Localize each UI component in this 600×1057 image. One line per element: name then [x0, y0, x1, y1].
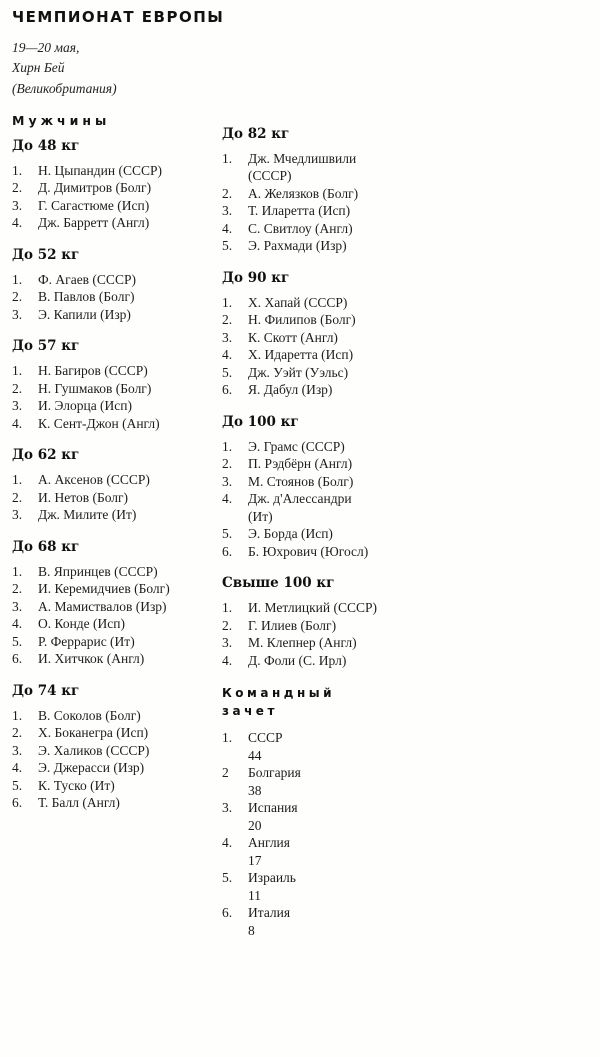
section-heading-line: До 62 кг — [12, 447, 80, 464]
item-number: 3. — [222, 635, 233, 651]
item-text — [38, 794, 222, 812]
section-heading — [222, 684, 457, 720]
section-heading — [222, 414, 457, 430]
section-heading — [222, 270, 457, 286]
item-text-line: В. Япринцев (СССР) — [38, 563, 158, 579]
item-text — [38, 707, 222, 725]
left-column — [12, 113, 222, 940]
result-item — [222, 381, 457, 399]
left-column-sections — [12, 138, 222, 812]
section-do-48-kg — [12, 138, 222, 232]
event-location-line: Хирн Бей — [12, 60, 65, 76]
section-do-100-kg — [222, 414, 457, 561]
result-item — [12, 362, 222, 380]
section-do-68-kg — [12, 539, 222, 668]
item-number: 1. — [12, 472, 23, 488]
item-text — [38, 615, 222, 633]
result-item — [12, 162, 222, 180]
section-heading-line: До 48 кг — [12, 137, 80, 154]
item-text — [248, 329, 457, 347]
item-text — [38, 415, 222, 433]
item-text — [248, 490, 457, 525]
item-number: 2. — [12, 180, 23, 196]
item-number: 1. — [12, 707, 23, 723]
item-text — [38, 759, 222, 777]
result-item — [222, 455, 457, 473]
item-text-line: Ф. Агаев (СССР) — [38, 271, 136, 287]
result-item — [222, 220, 457, 238]
item-text-line: О. Конде (Исп) — [38, 616, 125, 632]
section-heading — [222, 126, 457, 142]
item-number: 2. — [222, 617, 233, 633]
result-item — [12, 580, 222, 598]
item-number: 6. — [222, 905, 233, 921]
item-number: 2. — [12, 489, 23, 505]
section-heading — [222, 575, 457, 591]
item-text-line: И. Керемидчиев (Болг) — [38, 581, 170, 597]
item-number: 6. — [12, 651, 23, 667]
item-text — [248, 799, 457, 834]
result-item — [12, 650, 222, 668]
item-text — [248, 364, 457, 382]
item-text-line: К. Скотт (Англ) — [248, 329, 338, 345]
item-number: 4. — [222, 220, 233, 236]
item-text — [248, 869, 457, 904]
item-number: 1. — [12, 162, 23, 178]
item-number: 4. — [12, 215, 23, 231]
item-text-line: Д. Фоли (С. Ирл) — [248, 652, 347, 668]
item-number: 3. — [12, 306, 23, 322]
section-heading-line: До 57 кг — [12, 338, 80, 355]
result-item — [12, 471, 222, 489]
item-text-line: В. Павлов (Болг) — [38, 289, 135, 305]
section-team-standings — [222, 684, 457, 939]
item-text-line: Х. Идаретта (Исп) — [248, 347, 354, 363]
section-do-57-kg — [12, 338, 222, 432]
item-text — [38, 397, 222, 415]
item-text — [248, 294, 457, 312]
section-heading-line: До 68 кг — [12, 538, 80, 555]
item-number: 4. — [222, 347, 233, 363]
item-text-line: А. Мамиствалов (Изр) — [38, 598, 167, 614]
section-do-52-kg — [12, 247, 222, 324]
item-number: 4. — [12, 415, 23, 431]
section-svyshe-100-kg — [222, 575, 457, 669]
result-item — [222, 729, 457, 764]
item-number: 2. — [222, 185, 233, 201]
item-text — [248, 764, 457, 799]
item-number: 3. — [12, 197, 23, 213]
item-text — [38, 724, 222, 742]
item-number: 1. — [12, 563, 23, 579]
result-item — [222, 202, 457, 220]
item-text — [38, 742, 222, 760]
result-item — [222, 364, 457, 382]
item-number: 3. — [222, 203, 233, 219]
item-text-line: 11 — [248, 887, 261, 903]
item-text-line: Дж. Мчедлишвили — [248, 150, 357, 166]
result-item — [222, 237, 457, 255]
result-item — [12, 724, 222, 742]
event-date-line: 19—20 мая, — [12, 40, 80, 55]
result-item — [12, 214, 222, 232]
item-number: 1. — [222, 294, 233, 310]
result-item — [12, 288, 222, 306]
item-text-line: Э. Халиков (СССР) — [38, 742, 150, 758]
item-number: 3. — [12, 598, 23, 614]
section-heading — [12, 683, 222, 699]
result-item — [12, 489, 222, 507]
item-text — [248, 617, 457, 635]
item-text — [38, 650, 222, 668]
result-item — [222, 869, 457, 904]
item-text-line: СССР — [248, 730, 283, 746]
result-item — [222, 834, 457, 869]
item-text — [248, 599, 457, 617]
item-text — [248, 438, 457, 456]
item-number: 1. — [222, 150, 233, 166]
item-text-line: Дж. Уэйт (Уэльс) — [248, 364, 349, 380]
item-text-line: И. Нетов (Болг) — [38, 489, 129, 505]
item-text-line: И. Метлицкий (СССР) — [248, 600, 377, 616]
item-text — [38, 162, 222, 180]
result-item — [12, 415, 222, 433]
item-number: 3. — [222, 329, 233, 345]
item-text-line: Дж. д'Алессандри — [248, 491, 352, 507]
result-item — [12, 794, 222, 812]
item-text-line: К. Сент-Джон (Англ) — [38, 415, 160, 431]
item-text-line: Н. Багиров (СССР) — [38, 363, 148, 379]
item-text — [248, 834, 457, 869]
item-text — [248, 455, 457, 473]
item-number: 1. — [222, 438, 233, 454]
item-number: 5. — [222, 238, 233, 254]
item-number: 6. — [222, 382, 233, 398]
result-item — [222, 525, 457, 543]
item-text-line: С. Свитлоу (Англ) — [248, 220, 353, 236]
item-number: 2 — [222, 765, 229, 781]
item-text-line: Италия — [248, 905, 291, 921]
item-text — [38, 598, 222, 616]
item-number: 3. — [222, 473, 233, 489]
item-number: 3. — [12, 742, 23, 758]
item-text — [38, 489, 222, 507]
section-do-62-kg — [12, 447, 222, 524]
section-heading-line: зачет — [222, 704, 278, 719]
result-item — [12, 397, 222, 415]
page-title: ЧЕМПИОНАТ ЕВРОПЫ — [12, 8, 225, 26]
item-text — [38, 777, 222, 795]
item-text-line: А. Аксенов (СССР) — [38, 472, 150, 488]
item-text — [38, 633, 222, 651]
item-text-line: А. Желязков (Болг) — [248, 185, 359, 201]
section-heading — [12, 338, 222, 354]
section-heading-line: Свыше 100 кг — [222, 575, 335, 592]
item-text-line: М. Клепнер (Англ) — [248, 635, 357, 651]
item-text-line: Р. Феррарис (Ит) — [38, 633, 135, 649]
right-column-sections — [222, 126, 457, 940]
result-item — [222, 617, 457, 635]
section-heading-line: До 74 кг — [12, 682, 80, 699]
item-number: 5. — [12, 777, 23, 793]
item-text-line: К. Туско (Ит) — [38, 777, 115, 793]
item-number: 4. — [12, 760, 23, 776]
gender-header: Мужчины — [12, 112, 111, 128]
result-item — [12, 380, 222, 398]
item-number: 1. — [12, 363, 23, 379]
section-heading-line: До 52 кг — [12, 246, 80, 263]
item-text — [38, 214, 222, 232]
item-text-line: Э. Джерасси (Изр) — [38, 760, 145, 776]
item-text — [38, 506, 222, 524]
item-number: 2. — [222, 312, 233, 328]
item-number: 6. — [12, 795, 23, 811]
result-item — [12, 563, 222, 581]
section-heading-line: Командный — [222, 686, 335, 701]
result-item — [12, 598, 222, 616]
result-item — [12, 506, 222, 524]
item-text-line: В. Соколов (Болг) — [38, 707, 141, 723]
item-text-line: Дж. Милите (Ит) — [38, 507, 137, 523]
item-number: 1. — [222, 600, 233, 616]
result-item — [12, 633, 222, 651]
item-text-line: 20 — [248, 817, 262, 833]
section-do-74-kg — [12, 683, 222, 812]
item-text-line: Б. Юхрович (Югосл) — [248, 543, 369, 559]
item-text-line: 17 — [248, 852, 262, 868]
item-text-line: Я. Дабул (Изр) — [248, 382, 333, 398]
item-text-line: Т. Балл (Англ) — [38, 795, 120, 811]
result-item — [12, 271, 222, 289]
result-item — [222, 764, 457, 799]
result-item — [222, 634, 457, 652]
item-text-line: Э. Борда (Исп) — [248, 526, 333, 542]
item-number: 2. — [12, 725, 23, 741]
event-country-line: (Великобритания) — [12, 80, 117, 96]
result-item — [222, 473, 457, 491]
item-text-line: Х. Хапай (СССР) — [248, 294, 348, 310]
item-number: 2. — [12, 380, 23, 396]
item-number: 6. — [222, 543, 233, 559]
result-item — [12, 777, 222, 795]
section-heading — [12, 539, 222, 555]
item-text — [38, 563, 222, 581]
item-text — [248, 543, 457, 561]
item-text-line: Н. Филипов (Болг) — [248, 312, 356, 328]
item-text — [38, 288, 222, 306]
item-number: 5. — [12, 633, 23, 649]
section-do-82-kg — [222, 126, 457, 255]
section-heading-line: До 82 кг — [222, 125, 290, 142]
result-item — [222, 599, 457, 617]
result-item — [222, 294, 457, 312]
item-text — [38, 271, 222, 289]
event-date-location — [12, 38, 600, 99]
section-heading-line: До 100 кг — [222, 413, 299, 430]
item-number: 4. — [222, 652, 233, 668]
item-text-line: 8 — [248, 922, 255, 938]
result-item — [222, 150, 457, 185]
item-text-line: Х. Боканегра (Исп) — [38, 725, 149, 741]
section-heading — [12, 247, 222, 263]
item-number: 4. — [222, 491, 233, 507]
item-number: 1. — [222, 730, 233, 746]
item-text — [248, 381, 457, 399]
result-item — [12, 615, 222, 633]
item-number: 2. — [222, 456, 233, 472]
result-item — [222, 652, 457, 670]
item-text-line: Н. Цыпандин (СССР) — [38, 162, 162, 178]
section-heading — [12, 138, 222, 154]
result-item — [12, 179, 222, 197]
item-text — [38, 197, 222, 215]
result-item — [12, 742, 222, 760]
item-text-line: Болгария — [248, 765, 301, 781]
item-text — [248, 473, 457, 491]
item-text-line: (СССР) — [248, 168, 292, 184]
item-text — [38, 179, 222, 197]
item-text-line: И. Хитчкок (Англ) — [38, 651, 145, 667]
item-text-line: 44 — [248, 747, 262, 763]
item-text-line: Т. Иларетта (Исп) — [248, 203, 351, 219]
item-text-line: Израиль — [248, 870, 296, 886]
item-number: 5. — [222, 870, 233, 886]
item-text — [248, 652, 457, 670]
item-text — [248, 185, 457, 203]
section-do-90-kg — [222, 270, 457, 399]
item-text — [38, 362, 222, 380]
item-text — [248, 150, 457, 185]
result-item — [222, 185, 457, 203]
item-text-line: 38 — [248, 782, 262, 798]
result-item — [222, 346, 457, 364]
item-text — [248, 634, 457, 652]
item-number: 4. — [222, 835, 233, 851]
section-heading — [12, 447, 222, 463]
results-columns — [12, 113, 600, 940]
item-number: 2. — [12, 289, 23, 305]
item-text — [38, 580, 222, 598]
section-heading-line: До 90 кг — [222, 269, 290, 286]
item-text-line: (Ит) — [248, 508, 273, 524]
item-number: 2. — [12, 581, 23, 597]
item-text — [248, 202, 457, 220]
item-text — [248, 220, 457, 238]
item-text — [38, 471, 222, 489]
item-text-line: П. Рэдбёрн (Англ) — [248, 456, 353, 472]
item-text-line: Г. Сагастюме (Исп) — [38, 197, 150, 213]
result-item — [222, 904, 457, 939]
item-text-line: Г. Илиев (Болг) — [248, 617, 337, 633]
result-item — [222, 329, 457, 347]
item-text — [248, 904, 457, 939]
item-text-line: М. Стоянов (Болг) — [248, 473, 354, 489]
result-item — [222, 799, 457, 834]
item-number: 4. — [12, 616, 23, 632]
result-item — [222, 490, 457, 525]
item-number: 5. — [222, 364, 233, 380]
item-number: 1. — [12, 271, 23, 287]
result-item — [12, 197, 222, 215]
result-item — [12, 759, 222, 777]
item-number: 5. — [222, 526, 233, 542]
item-text-line: Англия — [248, 835, 290, 851]
result-item — [12, 306, 222, 324]
item-number: 3. — [222, 800, 233, 816]
item-text — [38, 380, 222, 398]
item-number: 3. — [12, 507, 23, 523]
result-item — [12, 707, 222, 725]
result-item — [222, 311, 457, 329]
item-text — [248, 346, 457, 364]
item-text-line: Н. Гушмаков (Болг) — [38, 380, 152, 396]
item-text-line: Э. Грамс (СССР) — [248, 438, 345, 454]
item-text-line: И. Элорца (Исп) — [38, 398, 133, 414]
result-item — [222, 543, 457, 561]
item-text-line: Дж. Барретт (Англ) — [38, 215, 150, 231]
item-text-line: Д. Димитров (Болг) — [38, 180, 152, 196]
item-text — [248, 311, 457, 329]
item-text — [248, 525, 457, 543]
item-text-line: Э. Капили (Изр) — [38, 306, 131, 322]
result-item — [222, 438, 457, 456]
item-text — [248, 237, 457, 255]
item-text — [248, 729, 457, 764]
item-text — [38, 306, 222, 324]
item-number: 3. — [12, 398, 23, 414]
item-text-line: Испания — [248, 800, 298, 816]
item-text-line: Э. Рахмади (Изр) — [248, 238, 347, 254]
right-column — [222, 113, 457, 940]
